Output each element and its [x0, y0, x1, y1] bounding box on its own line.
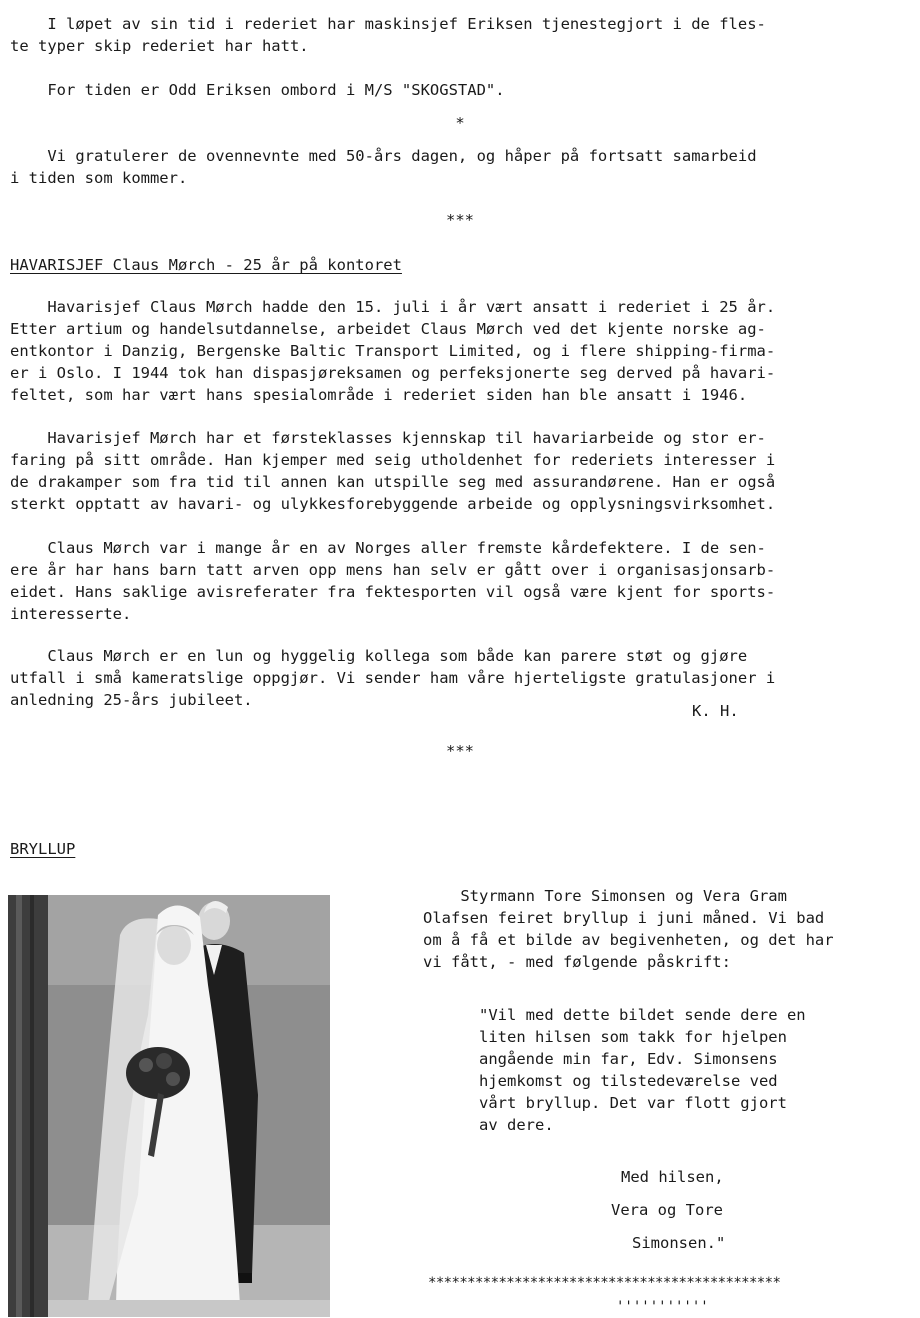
ticks-divider: ''''''''''': [616, 1299, 709, 1315]
bryllup-quote: [479, 1004, 859, 1136]
havarisjef-paragraph-2: [10, 427, 904, 515]
p3-line: eidet. Hans saklige avisreferater fra fektesporten vil også være kjent for sports-: [10, 583, 776, 601]
havarisjef-paragraph-3: [10, 537, 904, 625]
wedding-photo-graphic: [8, 895, 330, 1317]
p2-line: faring på sitt område. Han kjemper med seig utholdenhet for rederiets interesser i: [10, 451, 776, 469]
bryllup-intro-line: Olafsen feiret bryllup i juni måned. Vi bad: [423, 909, 825, 927]
havarisjef-paragraph-1: [10, 296, 904, 406]
intro-separator: ***: [446, 211, 474, 229]
bryllup-intro-line: om å få et bilde av begivenheten, og det har: [423, 931, 834, 949]
intro-line-1: I løpet av sin tid i rederiet har maskinsjef Eriksen tjenestegjort i de fles-: [10, 15, 766, 33]
p4-line: anledning 25-års jubileet.: [10, 691, 253, 709]
bryllup-heading: BRYLLUP: [10, 840, 76, 858]
bryllup-intro-line: vi fått, - med følgende påskrift:: [423, 953, 731, 971]
p1-line: Havarisjef Claus Mørch hadde den 15. juli i år vært ansatt i rederiet i 25 år.: [10, 298, 776, 316]
p4-line: Claus Mørch er en lun og hyggelig kollega som både kan parere støt og gjøre: [10, 647, 748, 665]
intro-line-4: Vi gratulerer de ovennevnte med 50-års dagen, og håper på fortsatt samarbeid: [10, 147, 757, 165]
p4-line: utfall i små kameratslige oppgjør. Vi sender ham våre hjerteligste gratulasjoner i: [10, 669, 776, 687]
quote-line: "Vil med dette bildet sende dere en: [479, 1006, 806, 1024]
havarisjef-heading: HAVARISJEF Claus Mørch - 25 år på kontoret: [10, 256, 402, 274]
stars-divider: *********************************************: [428, 1275, 781, 1291]
p1-line: entkontor i Danzig, Bergenske Baltic Transport Limited, og i flere shipping-firma-: [10, 342, 776, 360]
havarisjef-paragraph-4: [10, 645, 904, 711]
quote-line: angående min far, Edv. Simonsens: [479, 1050, 778, 1068]
p1-line: er i Oslo. I 1944 tok han dispasjøreksamen og perfeksjonerte seg derved på havari-: [10, 364, 776, 382]
bryllup-intro: [423, 885, 901, 973]
p2-line: Havarisjef Mørch har et førsteklasses kjennskap til havariarbeide og stor er-: [10, 429, 766, 447]
quote-line: av dere.: [479, 1116, 554, 1134]
p1-line: Etter artium og handelsutdannelse, arbeidet Claus Mørch ved det kjente norske ag-: [10, 320, 766, 338]
closing-line-2: Vera og Tore: [611, 1201, 723, 1219]
intro-line-2: te typer skip rederiet har hatt.: [10, 37, 309, 55]
closing-line-3: Simonsen.": [632, 1234, 726, 1252]
quote-line: hjemkomst og tilstedeværelse ved: [479, 1072, 778, 1090]
p3-line: ere år har hans barn tatt arven opp mens han selv er gått over i organisasjonsarb-: [10, 561, 776, 579]
quote-line: liten hilsen som takk for hjelpen: [479, 1028, 787, 1046]
signature: K. H.: [692, 702, 739, 720]
havarisjef-separator: ***: [446, 742, 474, 760]
p2-line: sterkt opptatt av havari- og ulykkesforebyggende arbeide og opplysningsvirksomhet.: [10, 495, 776, 513]
quote-line: vårt bryllup. Det var flott gjort: [479, 1094, 787, 1112]
intro-line-5: i tiden som kommer.: [10, 169, 188, 187]
p3-line: Claus Mørch var i mange år en av Norges aller fremste kårdefektere. I de sen-: [10, 539, 766, 557]
wedding-photo: [8, 895, 330, 1317]
p3-line: interesserte.: [10, 605, 132, 623]
p2-line: de drakamper som fra tid til annen kan utspille seg med assurandørene. Han er også: [10, 473, 776, 491]
p1-line: feltet, som har vært hans spesialområde i rederiet siden han ble ansatt i 1946.: [10, 386, 748, 404]
closing-line-1: Med hilsen,: [621, 1168, 724, 1186]
intro-line-3: For tiden er Odd Eriksen ombord i M/S "SKOGSTAD".: [10, 81, 505, 99]
bryllup-intro-line: Styrmann Tore Simonsen og Vera Gram: [423, 887, 787, 905]
intro-asterisk: *: [455, 114, 465, 132]
